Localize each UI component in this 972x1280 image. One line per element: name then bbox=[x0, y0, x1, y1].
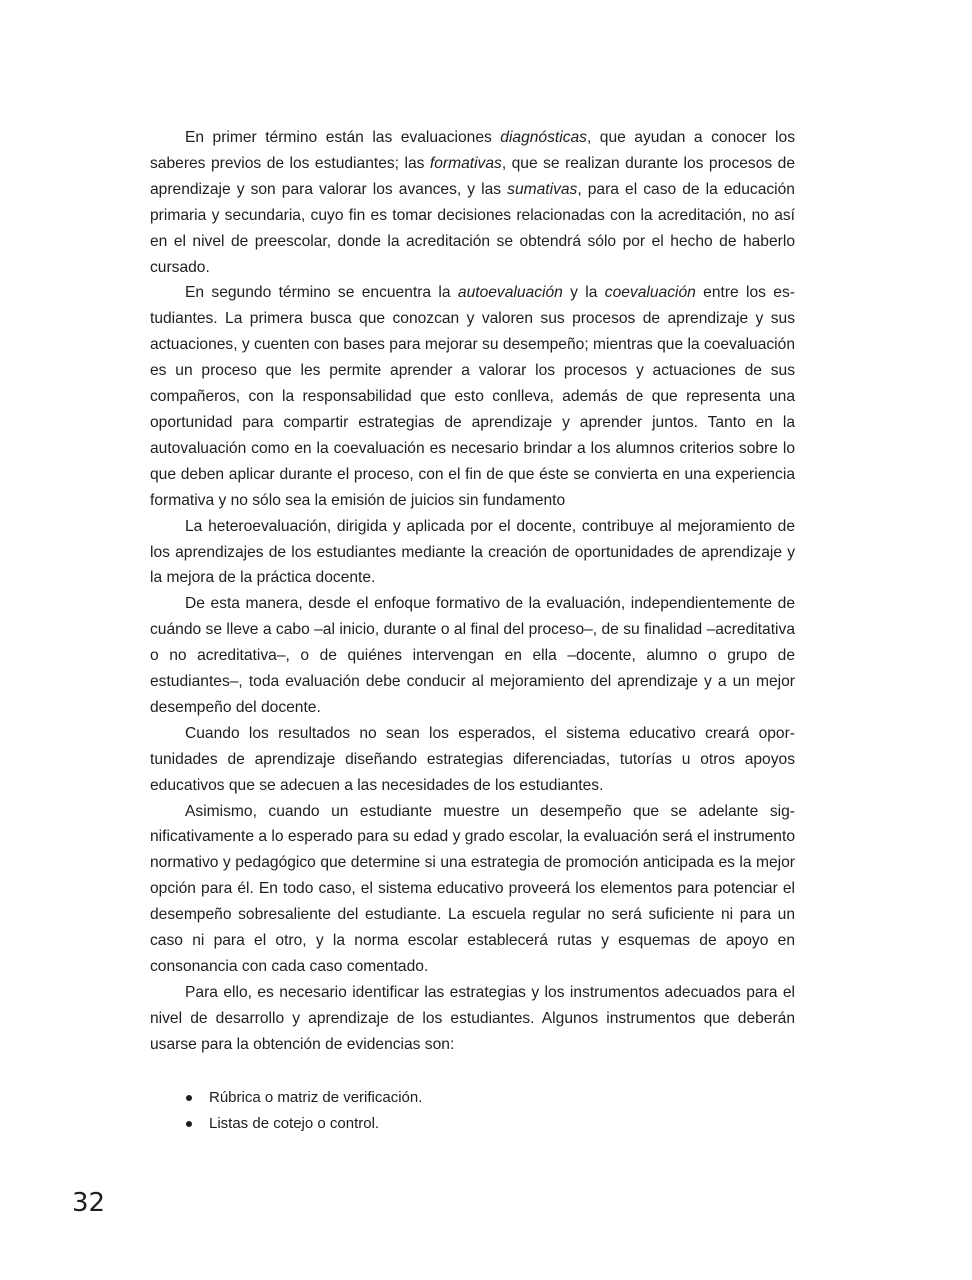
paragraph-instruments-intro: Para ello, es necesario identificar las estrategias y los instrumentos adecuados para el nivel de desarrollo y aprendizaje de los estudiantes. Algunos instrumentos que deberán usarse para la obtención de evidencias son: bbox=[150, 983, 795, 1053]
paragraph-formative-approach: De esta manera, desde el enfoque formativo de la evaluación, independientemente de cuándo se lleve a cabo –al inicio, durante o al final del proceso–, de su finalidad –acreditativa o no acreditativa–, o de quiénes intervengan en ella –docente, alumno o grupo de estudiantes–, toda evaluación debe conducir al mejoramiento del aprendizaje y a un mejor desempeño del docente. bbox=[150, 595, 795, 716]
list-item bbox=[150, 1111, 795, 1137]
emphasis-coevaluacion: coevaluación bbox=[604, 284, 696, 302]
paragraph-heteroevaluation: La heteroevaluación, dirigida y aplicada por el docente, contribuye al mejoramiento de los aprendizajes de los estudiantes mediante la creación de oportunidades de aprendizaje y la mejora de la práctica docente. bbox=[150, 517, 795, 587]
paragraph-advanced-performance: Asimismo, cuando un estudiante muestre un desempeño que se adelante significativamente a lo esperado para su edad y grado escolar, la evaluación será el instrumento normativo y pedagógico que determine si una estrategia de promoción anticipada es la mejor opción para él. En todo caso, el sistema educativo proveerá los elementos para potenciar el desempeño sobresaliente del estudiante. La escuela regular no será suficiente ni para un caso ni para el otro, y la norma escolar establecerá rutas y esquemas de apoyo en consonancia con cada caso comentado. bbox=[150, 802, 795, 975]
page-number: 32 bbox=[72, 1188, 106, 1218]
paragraph-differentiated-strategies: Cuando los resultados no sean los esperados, el sistema educativo creará oportunidades de aprendizaje diseñando estrategias diferenciadas, tutorías u otros apoyos educativos que se adecuen a las necesidades de los estudiantes. bbox=[150, 724, 795, 794]
emphasis-autoevaluacion: autoevaluación bbox=[457, 284, 563, 302]
paragraph-text: , que se realizan durante los procesos de aprendizaje y son para valorar los avances, y las bbox=[150, 154, 795, 198]
list-item-text: Rúbrica o matriz de verificación. bbox=[209, 1089, 423, 1106]
emphasis-sumativas: sumativas bbox=[507, 180, 578, 198]
paragraph-text: , para el caso de la educación primaria y secundaria, cuyo fin es tomar decisiones relacionadas con la acreditación, no así en el nivel de preescolar, donde la acreditación se obtendrá sólo por el hecho de haberlo cursado. bbox=[150, 180, 795, 276]
bullet-icon bbox=[186, 1095, 192, 1101]
paragraph-text: En primer término están las evaluaciones bbox=[185, 129, 501, 146]
paragraph-self-coevaluation bbox=[150, 280, 795, 513]
emphasis-diagnosticas: diagnósticas bbox=[500, 129, 587, 146]
paragraph-text: y la bbox=[562, 284, 605, 302]
instruments-list bbox=[150, 1085, 795, 1137]
body-text bbox=[150, 125, 795, 1058]
paragraph-text: En segundo término se encuentra la bbox=[185, 284, 458, 302]
paragraph-text: entre los estudiantes. La primera busca que conozcan y valoren sus procesos de aprendizaje y sus actuaciones, y cuenten con bases para mejorar su desempeño; mientras que la coevaluación es un proceso que les permite aprender a valorar los procesos y actuaciones de sus compañeros, con la responsabilidad que esto conlleva, además de que representa una oportunidad para compartir estrategias de aprendizaje y aprender juntos. Tanto en la autovaluación como en la coevaluación es necesario brindar a los alumnos criterios sobre lo que deben aplicar durante el proceso, con el fin de que éste se convierta en una experiencia formativa y no sólo sea la emisión de juicios sin fundamento bbox=[150, 284, 795, 509]
list-item-text: Listas de cotejo o control. bbox=[209, 1115, 380, 1132]
paragraph-evaluation-types bbox=[150, 125, 795, 280]
list-item bbox=[150, 1085, 795, 1111]
paragraph-text: , que ayudan a conocer los saberes previos de los estudiantes; las bbox=[150, 129, 795, 172]
emphasis-formativas: formativas bbox=[429, 154, 502, 172]
bullet-icon bbox=[186, 1121, 192, 1127]
